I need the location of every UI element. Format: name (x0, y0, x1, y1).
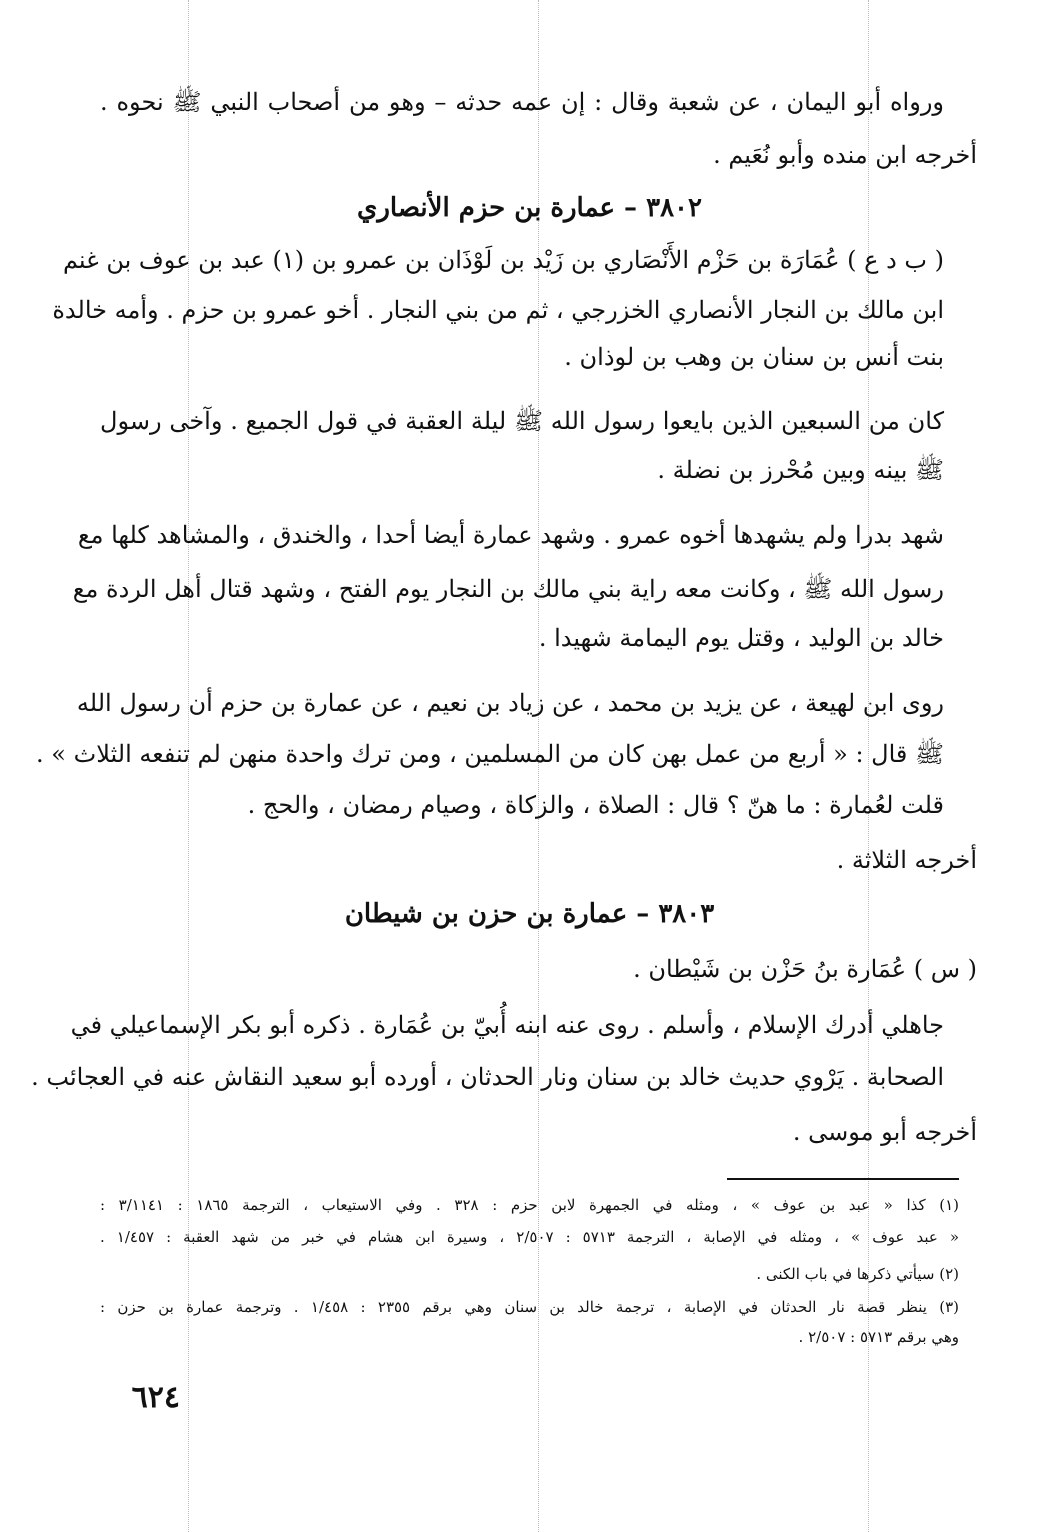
footnote-line: (٢) سيأتي ذكرها في باب الكنى . (756, 1265, 959, 1283)
text-line: شهد بدرا ولم يشهدها أخوه عمرو . وشهد عمارة أيضا أحدا ، والخندق ، والمشاهد كلها مع (77, 521, 944, 549)
text-line: ورواه أبو اليمان ، عن شعبة وقال : إن عمه حدثه – وهو من أصحاب النبي ﷺ نحوه . (100, 88, 944, 116)
text-line: رسول الله ﷺ ، وكانت معه راية بني مالك بن النجار يوم الفتح ، وشهد قتال أهل الردة مع (72, 575, 944, 603)
footnote-line: (١) كذا « عبد بن عوف » ، ومثله في الجمهرة لابن حزم : ٣٢٨ . وفي الاستيعاب ، الترجمة ١٨٦٥ : ٣/١١٤١ : (100, 1196, 959, 1214)
text-line: ( ب د ع ) عُمَارَة بن حَزْم الأَنْصَاري بن زَيْد بن لَوْذَان بن عمرو بن (١) عبد بن عوف بن غنم (62, 246, 944, 274)
text-line: قلت لعُمارة : ما هنّ ؟ قال : الصلاة ، والزكاة ، وصيام رمضان ، والحج . (247, 791, 944, 819)
text-line: ابن مالك بن النجار الأنصاري الخزرجي ، ثم من بني النجار . أخو عمرو بن حزم . وأمه خالدة (52, 296, 944, 324)
text-line: كان من السبعين الذين بايعوا رسول الله ﷺ ليلة العقبة في قول الجميع . وآخى رسول (100, 407, 944, 435)
footnote-separator (727, 1178, 959, 1180)
text-line: خالد بن الوليد ، وقتل يوم اليمامة شهيدا . (538, 624, 944, 652)
text-line: أخرجه أبو موسى . (792, 1118, 977, 1146)
text-line: جاهلي أدرك الإسلام ، وأسلم . روى عنه ابنه أُبيّ بن عُمَارة . ذكره أبو بكر الإسماعيلي في (70, 1011, 944, 1039)
entry-heading: ٣٨٠٣ – عمارة بن حزن بن شيطان (344, 899, 715, 929)
entry-heading: ٣٨٠٢ – عمارة بن حزم الأنصاري (357, 193, 702, 223)
text-line: الصحابة . يَرْوي حديث خالد بن سنان ونار الحدثان ، أورده أبو سعيد النقاش عنه في العجائب . (31, 1063, 944, 1091)
text-line: أخرجه ابن منده وأبو نُعَيم . (713, 141, 977, 169)
text-line: بنت أنس بن سنان بن وهب بن لوذان . (564, 343, 944, 371)
footnote-line: « عبد عوف » ، ومثله في الإصابة ، الترجمة ٥٧١٣ : ٢/٥٠٧ ، وسيرة ابن هشام في خبر من شهد العقبة : ١/٤٥٧ . (100, 1228, 960, 1246)
text-line: روى ابن لهيعة ، عن يزيد بن محمد ، عن زياد بن نعيم ، عن عمارة بن حزم أن رسول الله (76, 689, 944, 717)
footnote-line: (٣) ينظر قصة نار الحدثان في الإصابة ، ترجمة خالد بن سنان وهي برقم ٢٣٥٥ : ١/٤٥٨ . وترجمة عمارة بن حزن : (100, 1298, 959, 1316)
text-line: أخرجه الثلاثة . (836, 846, 977, 874)
text-line: ﷺ بينه وبين مُحْرز بن نضلة . (657, 456, 944, 484)
footnote-line: وهي برقم ٥٧١٣ : ٢/٥٠٧ . (798, 1328, 959, 1346)
page-number: ٦٢٤ (131, 1380, 180, 1415)
text-line: ﷺ قال : « أربع من عمل بهن كان من المسلمين ، ومن ترك واحدة منهن لم تنفعه الثلاث » . (36, 740, 944, 768)
text-line: ( س ) عُمَارة بنُ حَزْن بن شَيْطان . (633, 955, 977, 983)
